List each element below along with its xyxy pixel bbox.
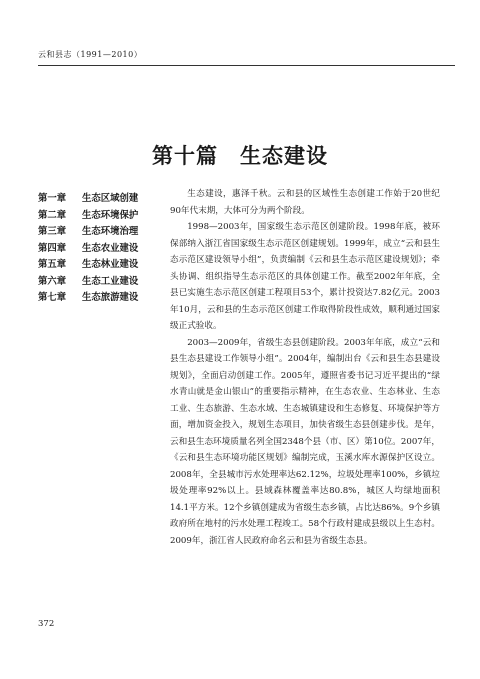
chapter-item <box>38 241 138 258</box>
body-text <box>170 186 440 549</box>
chapter-title: 生态林业建设 <box>82 259 139 270</box>
chapter-item <box>38 191 138 208</box>
paragraph-intro: 生态建设，惠泽千秋。云和县的区域性生态创建工作始于20世纪90年代末期，大体可分为两个阶段。 <box>170 189 440 216</box>
paragraph-stage-two: 2003—2009年，省级生态县创建阶段。2003年年底，成立“云和县生态县建设工作领导小组”。2004年，编制出台《云和县生态县建设规划》，全面启动创建工作。2005年，遵照省委书记习近平提出的“绿水青山就是金山银山”的重要指示精神，在生态农业、生态林业、生态工业、生态旅游、生态水域、生态城镇建设和生态修复、环境保护等方面，增加资金投入，规划生态项目，加快省级生态县创建步伐。是年，云和县生态环境质量名列全国2348个县（市、区）第10位。2007年，《云和县生态环境功能区规划》编制完成，玉溪水库水源保护区设立。2008年，全县城市污水处理率达62.12%，垃圾处理率100%，乡镇垃圾处理率92%以上。县域森林覆盖率达80.8%，城区人均绿地面积14.1平方米。12个乡镇创建成为省级生态乡镇，占比达86%。9个乡镇政府所在地村的污水处理工程竣工。58个行政村建成县级以上生态村。2009年，浙江省人民政府命名云和县为省级生态县。 <box>170 337 440 546</box>
page-number: 372 <box>38 619 55 629</box>
header-rule <box>38 65 455 66</box>
chapter-number: 第二章 <box>38 209 67 221</box>
chapter-item <box>38 208 138 225</box>
chapter-number: 第一章 <box>38 193 67 204</box>
chapter-title: 生态工业建设 <box>82 275 139 287</box>
chapter-title: 生态旅游建设 <box>82 292 139 303</box>
chapter-title: 生态环境保护 <box>82 209 139 221</box>
paragraph-stage-one: 1998—2003年，国家级生态示范区创建阶段。1998年底，被环保部纳入浙江省国家级生态示范区创建规划。1999年，成立“云和县生态示范区建设领导小组”，负责编制《云和县生态示范区建设规划》；牵头协调、组织指导生态示范区的具体创建工作。截至2002年年底，全县已实施生态示范区创建工程项目53个，累计投资达7.82亿元。2003年10月，云和县的生态示范区创建工作取得阶段性成效，顺利通过国家级正式验收。 <box>170 222 440 331</box>
chapter-number: 第七章 <box>38 292 67 303</box>
chapter-title: 生态区域创建 <box>82 193 139 204</box>
chapter-number: 第六章 <box>38 275 67 287</box>
part-name: 生态建设 <box>240 144 328 168</box>
chapter-number: 第五章 <box>38 259 67 270</box>
chapter-item <box>38 224 138 241</box>
chapter-item <box>38 290 138 307</box>
part-number: 第十篇 <box>152 144 218 168</box>
part-title <box>0 140 480 170</box>
chapter-item <box>38 274 138 291</box>
chapter-number: 第三章 <box>38 226 67 237</box>
chapter-item <box>38 257 138 274</box>
running-head: 云和县志（1991—2010） <box>38 50 143 59</box>
chapter-list <box>38 191 138 307</box>
chapter-number: 第四章 <box>38 242 67 254</box>
chapter-title: 生态环境治理 <box>82 226 139 237</box>
chapter-title: 生态农业建设 <box>82 242 139 254</box>
